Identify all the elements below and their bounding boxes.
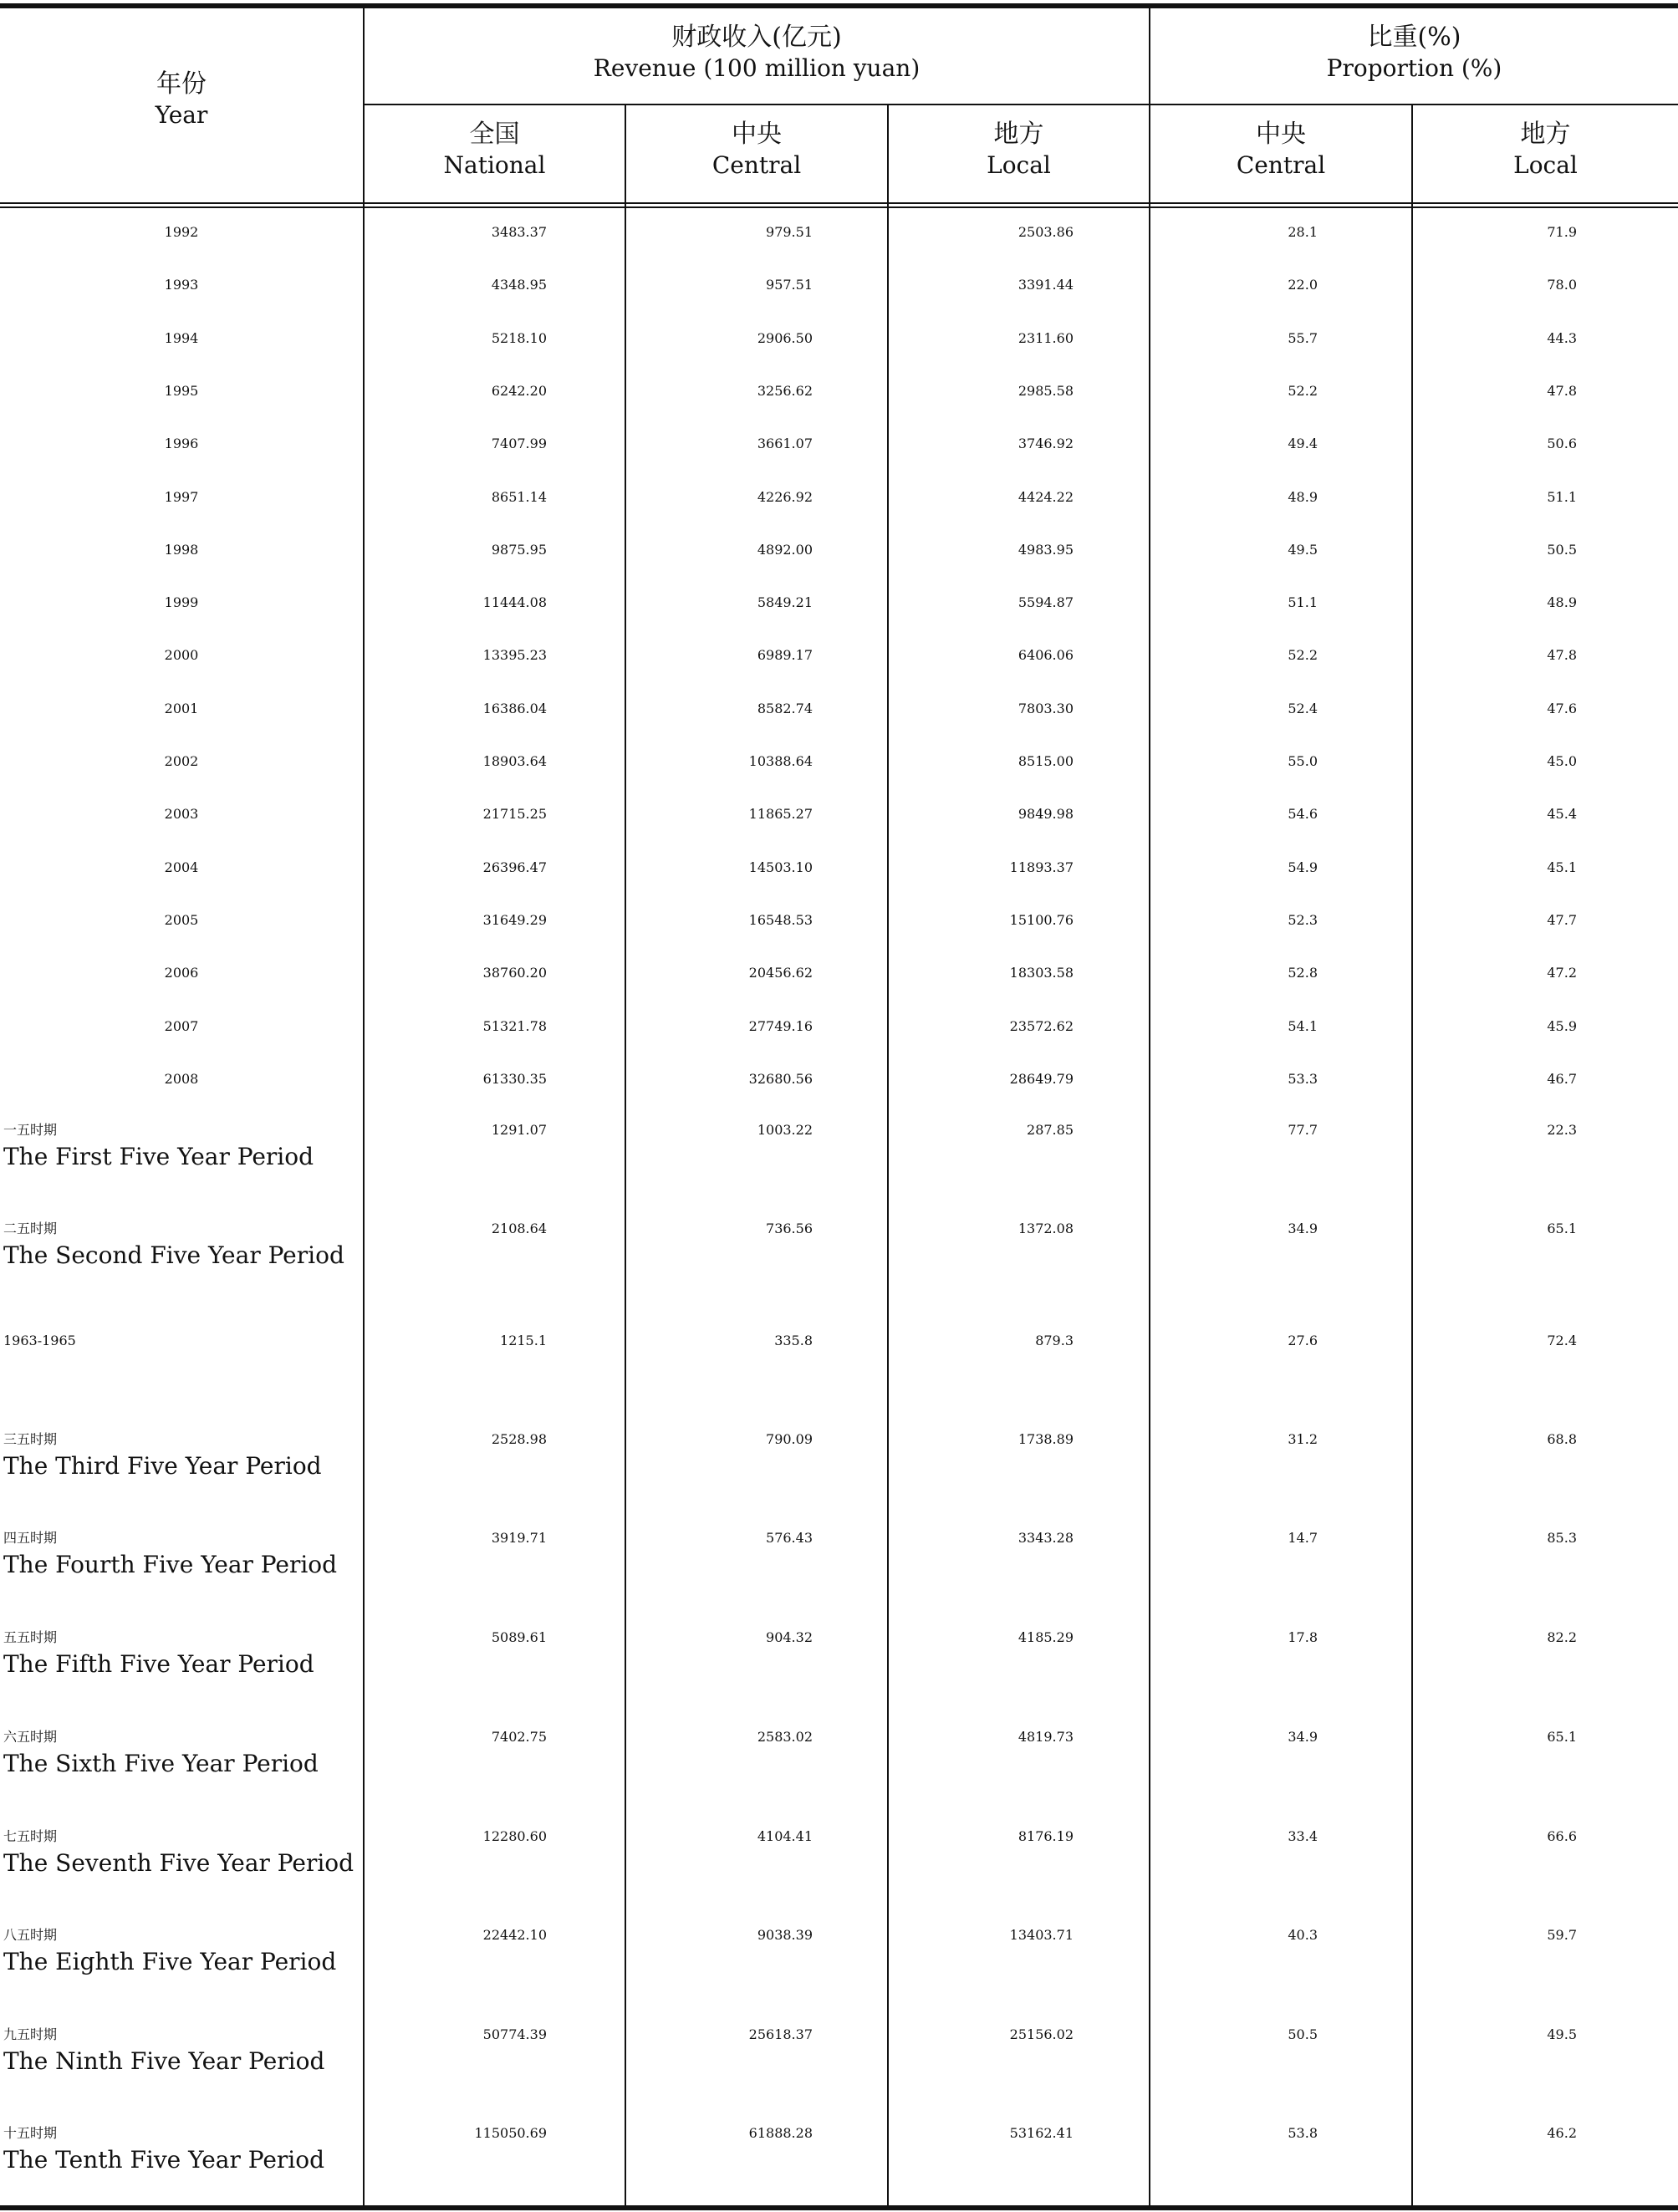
cell-proportion-central: 28.1 — [1288, 224, 1318, 240]
cell-local: 2985.58 — [1018, 383, 1074, 399]
cell-local: 7803.30 — [1018, 701, 1074, 716]
cell-proportion-local: 78.0 — [1547, 277, 1577, 293]
cell-proportion-central: 54.9 — [1288, 859, 1318, 875]
top-rule — [0, 3, 1678, 8]
header-year-zh: 年份 — [156, 69, 207, 99]
cell-central: 2906.50 — [757, 330, 813, 346]
cell-proportion-central: 53.8 — [1288, 2125, 1318, 2141]
period-label-zh: 七五时期 — [3, 1828, 58, 1844]
cell-national: 3919.71 — [491, 1530, 547, 1546]
header-bottom-rule — [0, 202, 1678, 204]
cell-local: 4983.95 — [1018, 542, 1074, 558]
period-label-zh: 五五时期 — [3, 1629, 58, 1645]
cell-local: 8176.19 — [1018, 1828, 1074, 1844]
cell-central: 576.43 — [766, 1530, 813, 1546]
cell-central: 32680.56 — [748, 1071, 813, 1087]
cell-proportion-central: 27.6 — [1288, 1333, 1318, 1348]
cell-proportion-local: 85.3 — [1547, 1530, 1577, 1546]
period-label-zh: 十五时期 — [3, 2125, 58, 2141]
year-label: 2003 — [164, 806, 199, 822]
cell-national: 12280.60 — [482, 1828, 547, 1844]
cell-national: 7407.99 — [491, 436, 547, 451]
cell-central: 3256.62 — [757, 383, 813, 399]
cell-proportion-central: 52.3 — [1288, 912, 1318, 928]
cell-central: 4892.00 — [757, 542, 813, 558]
cell-central: 5849.21 — [757, 594, 813, 610]
cell-proportion-central: 54.6 — [1288, 806, 1318, 822]
period-label-en: The First Five Year Period — [3, 1143, 314, 1170]
cell-central: 25618.37 — [748, 2026, 813, 2042]
cell-local: 879.3 — [1035, 1333, 1074, 1348]
header-year — [0, 69, 363, 130]
period-label-zh: 二五时期 — [3, 1221, 58, 1236]
cell-central: 20456.62 — [748, 965, 813, 981]
year-label: 2000 — [164, 647, 199, 663]
cell-central: 11865.27 — [748, 806, 813, 822]
year-label: 2008 — [164, 1071, 199, 1087]
cell-proportion-central: 51.1 — [1288, 594, 1318, 610]
header-national-zh: 全国 — [469, 120, 520, 149]
cell-proportion-central: 50.5 — [1288, 2026, 1318, 2042]
cell-proportion-local: 68.8 — [1547, 1431, 1577, 1447]
cell-local: 3391.44 — [1018, 277, 1074, 293]
cell-proportion-local: 45.1 — [1547, 859, 1577, 875]
cell-national: 6242.20 — [491, 383, 547, 399]
cell-proportion-central: 17.8 — [1288, 1629, 1318, 1645]
cell-central: 4104.41 — [757, 1828, 813, 1844]
header-proportion — [1150, 22, 1678, 83]
cell-national: 18903.64 — [482, 753, 547, 769]
header-mid-rule — [365, 104, 1678, 105]
header-revenue-en: Revenue (100 million yuan) — [593, 54, 921, 82]
cell-local: 287.85 — [1027, 1122, 1074, 1138]
year-label: 1997 — [164, 489, 199, 505]
cell-proportion-local: 47.8 — [1547, 383, 1577, 399]
header-national-en: National — [443, 150, 546, 179]
header-national — [365, 119, 625, 180]
header-central — [626, 119, 887, 180]
cell-national: 61330.35 — [482, 1071, 547, 1087]
header-revenue-zh: 财政收入(亿元) — [671, 23, 842, 52]
cell-proportion-central: 48.9 — [1288, 489, 1318, 505]
cell-national: 2528.98 — [491, 1431, 547, 1447]
cell-national: 21715.25 — [482, 806, 547, 822]
period-label-en: The Sixth Five Year Period — [3, 1750, 319, 1777]
cell-proportion-central: 55.7 — [1288, 330, 1318, 346]
period-label-en: The Fifth Five Year Period — [3, 1650, 314, 1678]
cell-proportion-local: 44.3 — [1547, 330, 1577, 346]
cell-local: 23572.62 — [1009, 1018, 1074, 1034]
cell-national: 26396.47 — [482, 859, 547, 875]
cell-proportion-local: 82.2 — [1547, 1629, 1577, 1645]
cell-local: 8515.00 — [1018, 753, 1074, 769]
cell-local: 28649.79 — [1009, 1071, 1074, 1087]
cell-local: 1372.08 — [1018, 1221, 1074, 1236]
cell-proportion-local: 45.9 — [1547, 1018, 1577, 1034]
year-label: 1995 — [164, 383, 199, 399]
header-pcentral-zh: 中央 — [1256, 120, 1306, 149]
cell-proportion-local: 66.6 — [1547, 1828, 1577, 1844]
cell-central: 8582.74 — [757, 701, 813, 716]
cell-proportion-local: 50.5 — [1547, 542, 1577, 558]
year-label: 2005 — [164, 912, 199, 928]
cell-national: 51321.78 — [482, 1018, 547, 1034]
cell-proportion-central: 49.5 — [1288, 542, 1318, 558]
cell-proportion-central: 52.2 — [1288, 647, 1318, 663]
cell-proportion-central: 22.0 — [1288, 277, 1318, 293]
cell-national: 7402.75 — [491, 1729, 547, 1745]
cell-proportion-local: 47.2 — [1547, 965, 1577, 981]
year-label: 1993 — [164, 277, 199, 293]
cell-proportion-local: 59.7 — [1547, 1927, 1577, 1943]
cell-proportion-local: 65.1 — [1547, 1221, 1577, 1236]
period-label-zh: 三五时期 — [3, 1431, 58, 1447]
cell-national: 9875.95 — [491, 542, 547, 558]
cell-proportion-central: 52.8 — [1288, 965, 1318, 981]
cell-national: 16386.04 — [482, 701, 547, 716]
header-central-zh: 中央 — [732, 120, 782, 149]
cell-central: 335.8 — [774, 1333, 813, 1348]
period-label-zh: 九五时期 — [3, 2026, 58, 2042]
cell-central: 16548.53 — [748, 912, 813, 928]
cell-central: 27749.16 — [748, 1018, 813, 1034]
cell-local: 4185.29 — [1018, 1629, 1074, 1645]
cell-proportion-local: 48.9 — [1547, 594, 1577, 610]
period-label-zh: 1963-1965 — [3, 1333, 76, 1348]
header-proportion-en: Proportion (%) — [1326, 54, 1502, 82]
cell-national: 31649.29 — [482, 912, 547, 928]
cell-central: 6989.17 — [757, 647, 813, 663]
cell-proportion-central: 34.9 — [1288, 1729, 1318, 1745]
cell-national: 1291.07 — [491, 1122, 547, 1138]
period-label-en: The Eighth Five Year Period — [3, 1948, 337, 1975]
cell-national: 50774.39 — [482, 2026, 547, 2042]
cell-proportion-local: 50.6 — [1547, 436, 1577, 451]
bottom-rule — [0, 2205, 1678, 2210]
cell-national: 115050.69 — [474, 2125, 547, 2141]
year-label: 1998 — [164, 542, 199, 558]
cell-central: 14503.10 — [748, 859, 813, 875]
header-local-en: Local — [987, 150, 1051, 179]
cell-national: 11444.08 — [482, 594, 547, 610]
cell-central: 979.51 — [766, 224, 813, 240]
cell-local: 4424.22 — [1018, 489, 1074, 505]
cell-central: 2583.02 — [757, 1729, 813, 1745]
cell-central: 736.56 — [766, 1221, 813, 1236]
cell-central: 4226.92 — [757, 489, 813, 505]
cell-local: 2503.86 — [1018, 224, 1074, 240]
cell-central: 10388.64 — [748, 753, 813, 769]
cell-local: 2311.60 — [1018, 330, 1074, 346]
cell-central: 3661.07 — [757, 436, 813, 451]
cell-national: 3483.37 — [491, 224, 547, 240]
period-label-en: The Third Five Year Period — [3, 1452, 322, 1480]
cell-proportion-local: 47.7 — [1547, 912, 1577, 928]
year-label: 2006 — [164, 965, 199, 981]
cell-proportion-local: 47.8 — [1547, 647, 1577, 663]
cell-proportion-local: 72.4 — [1547, 1333, 1577, 1348]
cell-national: 2108.64 — [491, 1221, 547, 1236]
cell-proportion-local: 22.3 — [1547, 1122, 1577, 1138]
cell-proportion-central: 49.4 — [1288, 436, 1318, 451]
header-plocal-zh: 地方 — [1520, 120, 1571, 149]
cell-central: 904.32 — [766, 1629, 813, 1645]
cell-national: 22442.10 — [482, 1927, 547, 1943]
cell-local: 15100.76 — [1009, 912, 1074, 928]
cell-national: 4348.95 — [491, 277, 547, 293]
cell-proportion-local: 45.0 — [1547, 753, 1577, 769]
period-label-zh: 八五时期 — [3, 1927, 58, 1943]
cell-proportion-central: 55.0 — [1288, 753, 1318, 769]
cell-proportion-central: 34.9 — [1288, 1221, 1318, 1236]
header-local-zh: 地方 — [993, 120, 1044, 149]
year-label: 2007 — [164, 1018, 199, 1034]
period-label-en: The Fourth Five Year Period — [3, 1551, 338, 1578]
header-proportion-local — [1413, 119, 1678, 180]
cell-proportion-local: 45.4 — [1547, 806, 1577, 822]
cell-local: 11893.37 — [1009, 859, 1074, 875]
header-proportion-zh: 比重(%) — [1367, 23, 1461, 52]
header-proportion-central — [1150, 119, 1411, 180]
cell-proportion-local: 51.1 — [1547, 489, 1577, 505]
year-label: 1996 — [164, 436, 199, 451]
cell-national: 1215.1 — [500, 1333, 547, 1348]
cell-local: 3746.92 — [1018, 436, 1074, 451]
header-revenue — [365, 22, 1149, 83]
cell-proportion-local: 46.2 — [1547, 2125, 1577, 2141]
cell-local: 6406.06 — [1018, 647, 1074, 663]
period-label-zh: 四五时期 — [3, 1530, 58, 1546]
cell-central: 9038.39 — [757, 1927, 813, 1943]
cell-proportion-central: 52.2 — [1288, 383, 1318, 399]
cell-central: 790.09 — [766, 1431, 813, 1447]
cell-national: 8651.14 — [491, 489, 547, 505]
period-label-en: The Second Five Year Period — [3, 1241, 344, 1269]
cell-local: 18303.58 — [1009, 965, 1074, 981]
year-label: 1992 — [164, 224, 199, 240]
cell-local: 13403.71 — [1009, 1927, 1074, 1943]
year-label: 2002 — [164, 753, 199, 769]
year-label: 2001 — [164, 701, 199, 716]
cell-proportion-central: 33.4 — [1288, 1828, 1318, 1844]
cell-local: 4819.73 — [1018, 1729, 1074, 1745]
cell-proportion-central: 54.1 — [1288, 1018, 1318, 1034]
cell-proportion-local: 65.1 — [1547, 1729, 1577, 1745]
cell-local: 25156.02 — [1009, 2026, 1074, 2042]
year-label: 2004 — [164, 859, 199, 875]
cell-local: 5594.87 — [1018, 594, 1074, 610]
header-plocal-en: Local — [1513, 150, 1578, 179]
header-local — [889, 119, 1149, 180]
cell-proportion-central: 40.3 — [1288, 1927, 1318, 1943]
year-label: 1994 — [164, 330, 199, 346]
cell-central: 61888.28 — [748, 2125, 813, 2141]
cell-proportion-local: 46.7 — [1547, 1071, 1577, 1087]
year-label: 1999 — [164, 594, 199, 610]
cell-national: 38760.20 — [482, 965, 547, 981]
cell-proportion-central: 52.4 — [1288, 701, 1318, 716]
cell-proportion-local: 47.6 — [1547, 701, 1577, 716]
cell-local: 3343.28 — [1018, 1530, 1074, 1546]
cell-proportion-central: 53.3 — [1288, 1071, 1318, 1087]
cell-local: 53162.41 — [1009, 2125, 1074, 2141]
cell-proportion-central: 14.7 — [1288, 1530, 1318, 1546]
period-label-en: The Ninth Five Year Period — [3, 2047, 325, 2075]
cell-proportion-central: 77.7 — [1288, 1122, 1318, 1138]
header-pcentral-en: Central — [1236, 150, 1326, 179]
cell-national: 13395.23 — [482, 647, 547, 663]
period-label-en: The Tenth Five Year Period — [3, 2146, 325, 2174]
cell-proportion-central: 31.2 — [1288, 1431, 1318, 1447]
period-label-zh: 六五时期 — [3, 1729, 58, 1745]
cell-local: 9849.98 — [1018, 806, 1074, 822]
cell-national: 5089.61 — [491, 1629, 547, 1645]
cell-central: 1003.22 — [757, 1122, 813, 1138]
header-central-en: Central — [711, 150, 802, 179]
period-label-en: The Seventh Five Year Period — [3, 1849, 354, 1877]
cell-central: 957.51 — [766, 277, 813, 293]
cell-national: 5218.10 — [491, 330, 547, 346]
cell-local: 1738.89 — [1018, 1431, 1074, 1447]
period-label-zh: 一五时期 — [3, 1122, 58, 1138]
header-year-en: Year — [155, 100, 208, 129]
cell-proportion-local: 49.5 — [1547, 2026, 1577, 2042]
cell-proportion-local: 71.9 — [1547, 224, 1577, 240]
